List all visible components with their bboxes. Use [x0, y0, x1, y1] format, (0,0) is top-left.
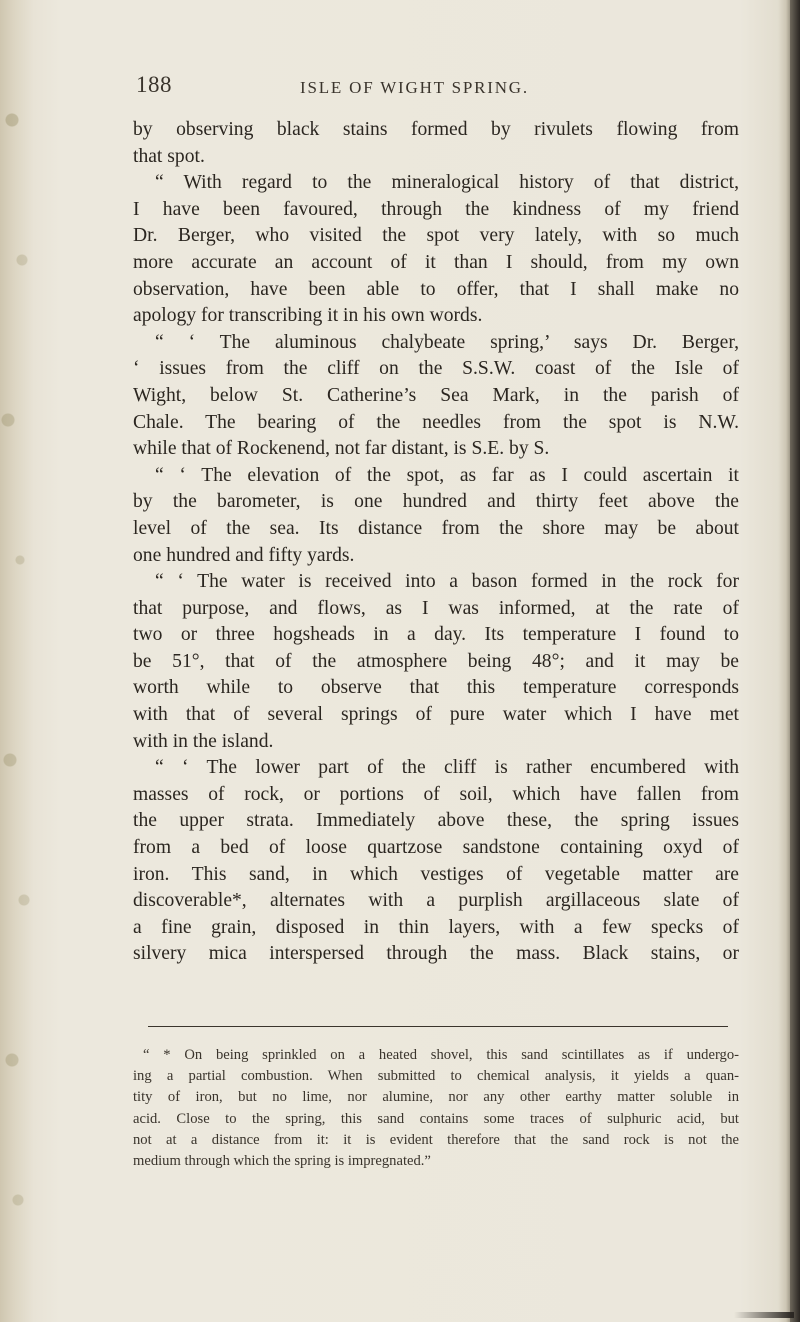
text-line: “ With regard to the mineralogical history of that district, — [155, 172, 739, 194]
text-line: Dr. Berger, who visited the spot very lately, with so much — [133, 225, 739, 247]
text-line: discoverable*, alternates with a purplish argillaceous slate of — [133, 890, 739, 912]
footnote-line: tity of iron, but no lime, nor alumine, nor any other earthy matter soluble in — [133, 1089, 739, 1106]
text-line: worth while to observe that this temperature corresponds — [133, 677, 739, 699]
text-line: that spot. — [133, 145, 205, 167]
footnote-line: medium through which the spring is impregnated.” — [133, 1152, 431, 1169]
page-number: 188 — [136, 72, 172, 97]
text-line: one hundred and fifty yards. — [133, 544, 355, 566]
running-head: ISLE OF WIGHT SPRING. — [300, 78, 529, 97]
page-corner-shadow — [734, 1312, 794, 1318]
text-line: by the barometer, is one hundred and thirty feet above the — [133, 491, 739, 513]
text-line: while that of Rockenend, not far distant, is S.E. by S. — [133, 438, 550, 460]
text-line: be 51°, that of the atmosphere being 48°; and it may be — [133, 650, 739, 672]
page-edge-stain — [0, 0, 50, 1322]
text-line: iron. This sand, in which vestiges of vegetable matter are — [133, 863, 739, 885]
text-line: “ ‘ The water is received into a bason formed in the rock for — [155, 571, 739, 593]
footnote-line: acid. Close to the spring, this sand contains some traces of sulphuric acid, but — [133, 1110, 739, 1127]
body-text — [133, 117, 739, 968]
text-line: I have been favoured, through the kindness of my friend — [133, 198, 739, 220]
text-line: with that of several springs of pure water which I have met — [133, 704, 739, 726]
text-line: observation, have been able to offer, that I shall make no — [133, 278, 739, 300]
text-line: a fine grain, disposed in thin layers, with a few specks of — [133, 916, 739, 938]
text-line: “ ‘ The lower part of the cliff is rather encumbered with — [155, 757, 739, 779]
text-line: Wight, below St. Catherine’s Sea Mark, in the parish of — [133, 384, 739, 406]
text-line: the upper strata. Immediately above these, the spring issues — [133, 810, 739, 832]
text-line: “ ‘ The elevation of the spot, as far as I could ascertain it — [155, 464, 739, 486]
text-line: masses of rock, or portions of soil, which have fallen from — [133, 783, 739, 805]
text-line: apology for transcribing it in his own words. — [133, 305, 483, 327]
text-line: by observing black stains formed by rivulets flowing from — [133, 119, 739, 140]
text-line: “ ‘ The aluminous chalybeate spring,’ says Dr. Berger, — [155, 331, 739, 353]
text-line: silvery mica interspersed through the mass. Black stains, or — [133, 943, 739, 965]
footnote-line: “ * On being sprinkled on a heated shovel, this sand scintillates as if undergo- — [143, 1047, 739, 1063]
text-line: two or three hogsheads in a day. Its temperature I found to — [133, 624, 739, 646]
text-line: more accurate an account of it than I should, from my own — [133, 251, 739, 273]
text-line: Chale. The bearing of the needles from the spot is N.W. — [133, 411, 739, 433]
text-line: ‘ issues from the cliff on the S.S.W. coast of the Isle of — [133, 358, 739, 380]
footnote-rule — [148, 1026, 728, 1027]
footnote-line: ing a partial combustion. When submitted to chemical analysis, it yields a quan- — [133, 1068, 739, 1085]
text-line: with in the island. — [133, 730, 274, 752]
page-right-shadow — [790, 0, 800, 1322]
text-line: that purpose, and flows, as I was informed, at the rate of — [133, 597, 739, 619]
text-line: from a bed of loose quartzose sandstone containing oxyd of — [133, 837, 739, 859]
text-line: level of the sea. Its distance from the shore may be about — [133, 517, 739, 539]
footnote — [133, 1045, 739, 1172]
footnote-line: not at a distance from it: it is evident therefore that the sand rock is not the — [133, 1131, 739, 1148]
